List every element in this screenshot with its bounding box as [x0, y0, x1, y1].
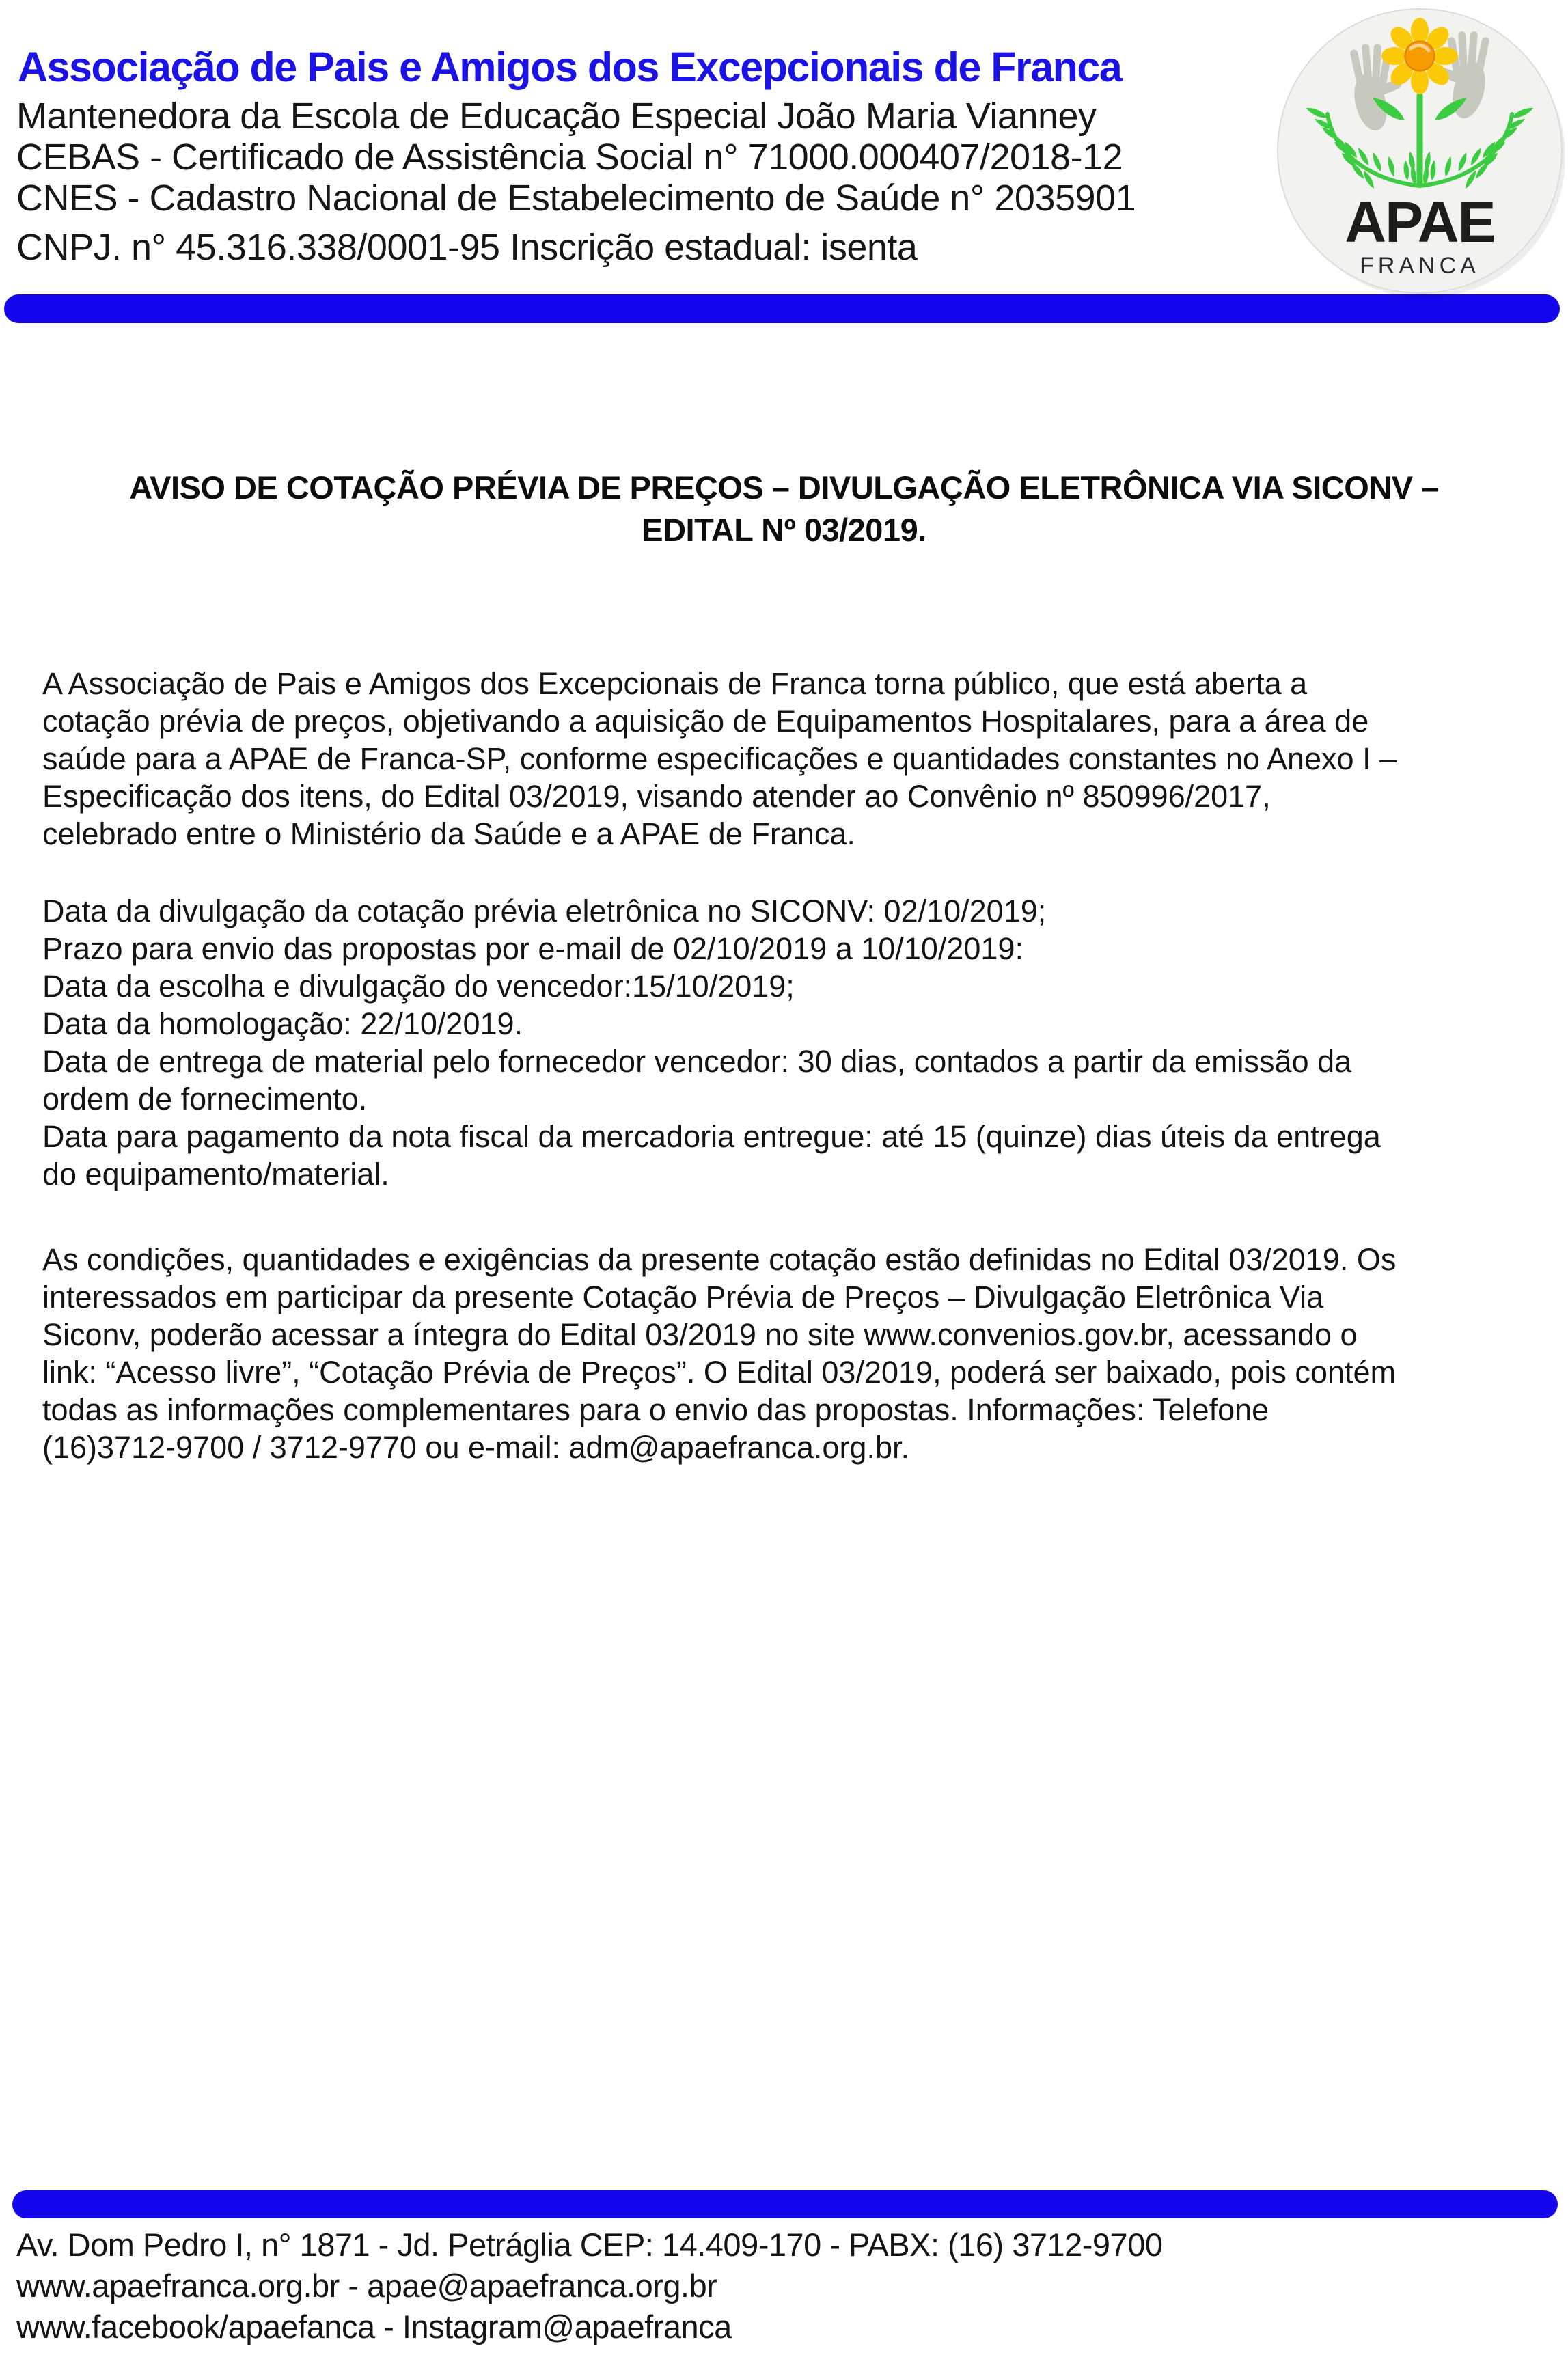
text-line: Data da homologação: 22/10/2019.: [42, 1006, 523, 1041]
text-line: Data de entrega de material pelo fornecedor vencedor: 30 dias, contados a partir da emissão da: [42, 1044, 1352, 1079]
text-line: (16)3712-9700 / 3712-9770 ou e-mail: adm@apaefranca.org.br.: [42, 1430, 909, 1465]
text-line: interessados em participar da presente Cotação Prévia de Preços – Divulgação Eletrônica Via: [42, 1280, 1324, 1314]
text-line: Data da escolha e divulgação do vencedor:15/10/2019;: [42, 969, 795, 1004]
text-line: Especificação dos itens, do Edital 03/2019, visando atender ao Convênio nº 850996/2017,: [42, 779, 1271, 814]
footer-address: Av. Dom Pedro I, n° 1871 - Jd. Petráglia CEP: 14.409-170 - PABX: (16) 3712-9700: [16, 2227, 1163, 2263]
text-line: A Associação de Pais e Amigos dos Excepcionais de Franca torna público, que está aberta a: [42, 666, 1308, 701]
apae-logo-graphic: [1275, 3, 1565, 299]
text-line: link: “Acesso livre”, “Cotação Prévia de Preços”. O Edital 03/2019, poderá ser baixado, pois contém: [42, 1355, 1396, 1390]
letterhead-line-cnes: CNES - Cadastro Nacional de Estabelecimento de Saúde n° 2035901: [16, 178, 1136, 219]
text-line: Data para pagamento da nota fiscal da mercadoria entregue: até 15 (quinze) dias úteis da entrega: [42, 1119, 1381, 1154]
footer-social: www.facebook/apaefanca - Instagram@apaefranca: [16, 2309, 732, 2345]
text-line: As condições, quantidades e exigências da presente cotação estão definidas no Edital 03/2019. Os: [42, 1242, 1397, 1277]
text-line: Prazo para envio das propostas por e-mail de 02/10/2019 a 10/10/2019:: [42, 931, 1023, 966]
document-title-line2: EDITAL Nº 03/2019.: [642, 512, 926, 548]
paragraph-intro: [42, 665, 1397, 853]
text-line: Data da divulgação da cotação prévia eletrônica no SICONV: 02/10/2019;: [42, 894, 1047, 928]
letterhead-line-school: Mantenedora da Escola de Educação Especial João Maria Vianney: [16, 96, 1097, 137]
org-name: Associação de Pais e Amigos dos Excepcionais de Franca: [18, 43, 1122, 90]
divider-bar-footer: [12, 2190, 1558, 2218]
text-line: do equipamento/material.: [42, 1157, 389, 1191]
footer-web-email: www.apaefranca.org.br - apae@apaefranca.org.br: [16, 2268, 717, 2304]
text-line: todas as informações complementares para o envio das propostas. Informações: Telefone: [42, 1392, 1269, 1427]
document-title: [0, 467, 1568, 551]
paragraph-conditions: [42, 1241, 1396, 1466]
logo-city: FRANCA: [1360, 253, 1480, 279]
logo-acronym: APAE: [1345, 190, 1495, 254]
apae-logo: [1275, 3, 1565, 299]
flower-icon: [1381, 18, 1458, 94]
letterhead-line-cnpj: CNPJ. n° 45.316.338/0001-95 Inscrição estadual: isenta: [16, 227, 918, 268]
text-line: Siconv, poderão acessar a íntegra do Edital 03/2019 no site www.convenios.gov.br, acessando o: [42, 1317, 1358, 1352]
text-line: ordem de fornecimento.: [42, 1081, 368, 1116]
text-line: saúde para a APAE de Franca-SP, conforme especificações e quantidades constantes no Anexo I –: [42, 741, 1397, 776]
paragraph-dates: [42, 892, 1381, 1193]
letterhead-line-cebas: CEBAS - Certificado de Assistência Social n° 71000.000407/2018-12: [16, 137, 1123, 178]
letterhead-lines: [16, 96, 1136, 268]
document-title-line1: AVISO DE COTAÇÃO PRÉVIA DE PREÇOS – DIVULGAÇÃO ELETRÔNICA VIA SICONV –: [129, 469, 1439, 506]
text-line: celebrado entre o Ministério da Saúde e a APAE de Franca.: [42, 816, 855, 851]
footer-text: [16, 2224, 1162, 2347]
text-line: cotação prévia de preços, objetivando a aquisição de Equipamentos Hospitalares, para a área de: [42, 704, 1369, 739]
